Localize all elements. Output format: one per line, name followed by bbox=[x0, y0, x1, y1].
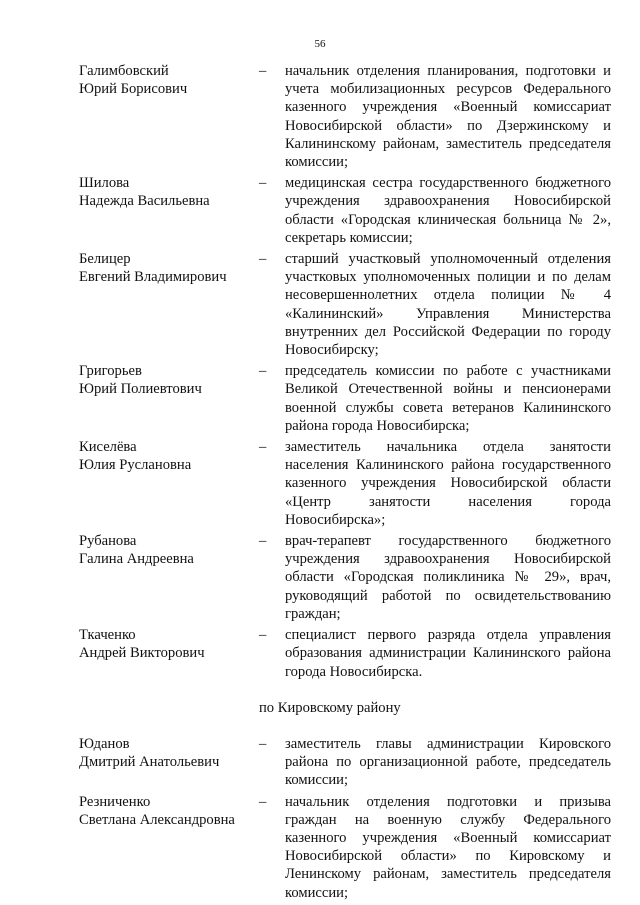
dash-separator: – bbox=[259, 735, 267, 752]
member-name bbox=[79, 626, 259, 662]
dash-separator: – bbox=[259, 439, 267, 456]
member-surname: Резниченко bbox=[79, 793, 151, 810]
page-number: 56 bbox=[314, 38, 326, 50]
member-position: заместитель главы администрации Кировского района по организационной работе, председатель комиссии; bbox=[285, 735, 611, 789]
member-entry bbox=[79, 626, 611, 681]
member-position: старший участковый уполномоченный отделения участковых уполномоченных полиции и по делам несовершеннолетних отдела полиции № 4 «Калининский» Управления Министерства внутренних дел Российской Федерации по городу Новосибирску; bbox=[285, 251, 611, 359]
member-entry bbox=[79, 362, 611, 435]
member-name bbox=[79, 362, 259, 398]
dash-separator: – bbox=[259, 175, 267, 192]
member-given-names: Андрей Викторович bbox=[79, 645, 205, 662]
member-position: председатель комиссии по работе с участниками Великой Отечественной войны и пенсионерами военной службы совета ветеранов Калининского района города Новосибирска; bbox=[285, 363, 611, 434]
member-surname: Белицер bbox=[79, 251, 131, 268]
member-given-names: Надежда Васильевна bbox=[79, 193, 210, 210]
member-given-names: Юлия Руслановна bbox=[79, 457, 192, 474]
member-surname: Киселёва bbox=[79, 439, 137, 456]
member-position: специалист первого разряда отдела управления образования администрации Калининского района города Новосибирска. bbox=[285, 627, 611, 680]
member-name bbox=[79, 438, 259, 474]
member-surname: Юданов bbox=[79, 735, 130, 752]
member-entry bbox=[79, 438, 611, 529]
member-given-names: Светлана Александровна bbox=[79, 811, 235, 828]
member-position: медицинская сестра государственного бюджетного учреждения здравоохранения Новосибирской области «Городская клиническая больница № 2», секретарь комиссии; bbox=[285, 175, 611, 246]
member-given-names: Юрий Борисович bbox=[79, 81, 188, 98]
member-surname: Григорьев bbox=[79, 363, 142, 380]
member-entry bbox=[79, 62, 611, 171]
member-surname: Галимбовский bbox=[79, 63, 169, 79]
member-position: начальник отделения планирования, подготовки и учета мобилизационных ресурсов Федерального казенного учреждения «Военный комиссариат Новосибирской области» по Дзержинскому и Калининскому районам, заместитель председателя комиссии; bbox=[285, 63, 611, 171]
member-given-names: Дмитрий Анатольевич bbox=[79, 754, 220, 771]
member-name bbox=[79, 174, 259, 210]
member-position: начальник отделения подготовки и призыва граждан на военную службу Федерального казенного учреждения «Военный комиссариат Новосибирской области» по Кировскому и Ленинскому районам, заместитель председателя комиссии; bbox=[285, 793, 611, 901]
member-given-names: Евгений Владимирович bbox=[79, 269, 227, 286]
member-entry bbox=[79, 174, 611, 247]
dash-separator: – bbox=[259, 363, 267, 380]
dash-separator: – bbox=[259, 533, 267, 550]
member-name bbox=[79, 62, 259, 98]
member-entry bbox=[79, 250, 611, 359]
member-given-names: Галина Андреевна bbox=[79, 551, 194, 568]
member-name bbox=[79, 793, 259, 829]
dash-separator: – bbox=[259, 63, 267, 79]
section-title-text: по Кировскому району bbox=[259, 699, 401, 716]
member-name bbox=[79, 532, 259, 568]
section-title bbox=[79, 699, 611, 717]
member-surname: Шилова bbox=[79, 175, 130, 192]
member-surname: Ткаченко bbox=[79, 627, 136, 644]
member-given-names: Юрий Полиевтович bbox=[79, 381, 202, 398]
dash-separator: – bbox=[259, 793, 267, 810]
member-entry bbox=[79, 532, 611, 623]
dash-separator: – bbox=[259, 251, 267, 268]
member-surname: Рубанова bbox=[79, 533, 137, 550]
member-name bbox=[79, 250, 259, 286]
member-position: врач-терапевт государственного бюджетного учреждения здравоохранения Новосибирской области «Городская поликлиника № 29», врач, руководящий работой по освидетельствованию граждан; bbox=[285, 533, 611, 622]
member-entry bbox=[79, 735, 611, 790]
dash-separator: – bbox=[259, 627, 267, 644]
member-entry bbox=[79, 793, 611, 902]
member-position: заместитель начальника отдела занятости населения Калининского района государственного казенного учреждения Новосибирской области «Центр занятости населения города Новосибирска»; bbox=[285, 439, 611, 528]
commission-list bbox=[79, 62, 611, 905]
member-name bbox=[79, 735, 259, 771]
